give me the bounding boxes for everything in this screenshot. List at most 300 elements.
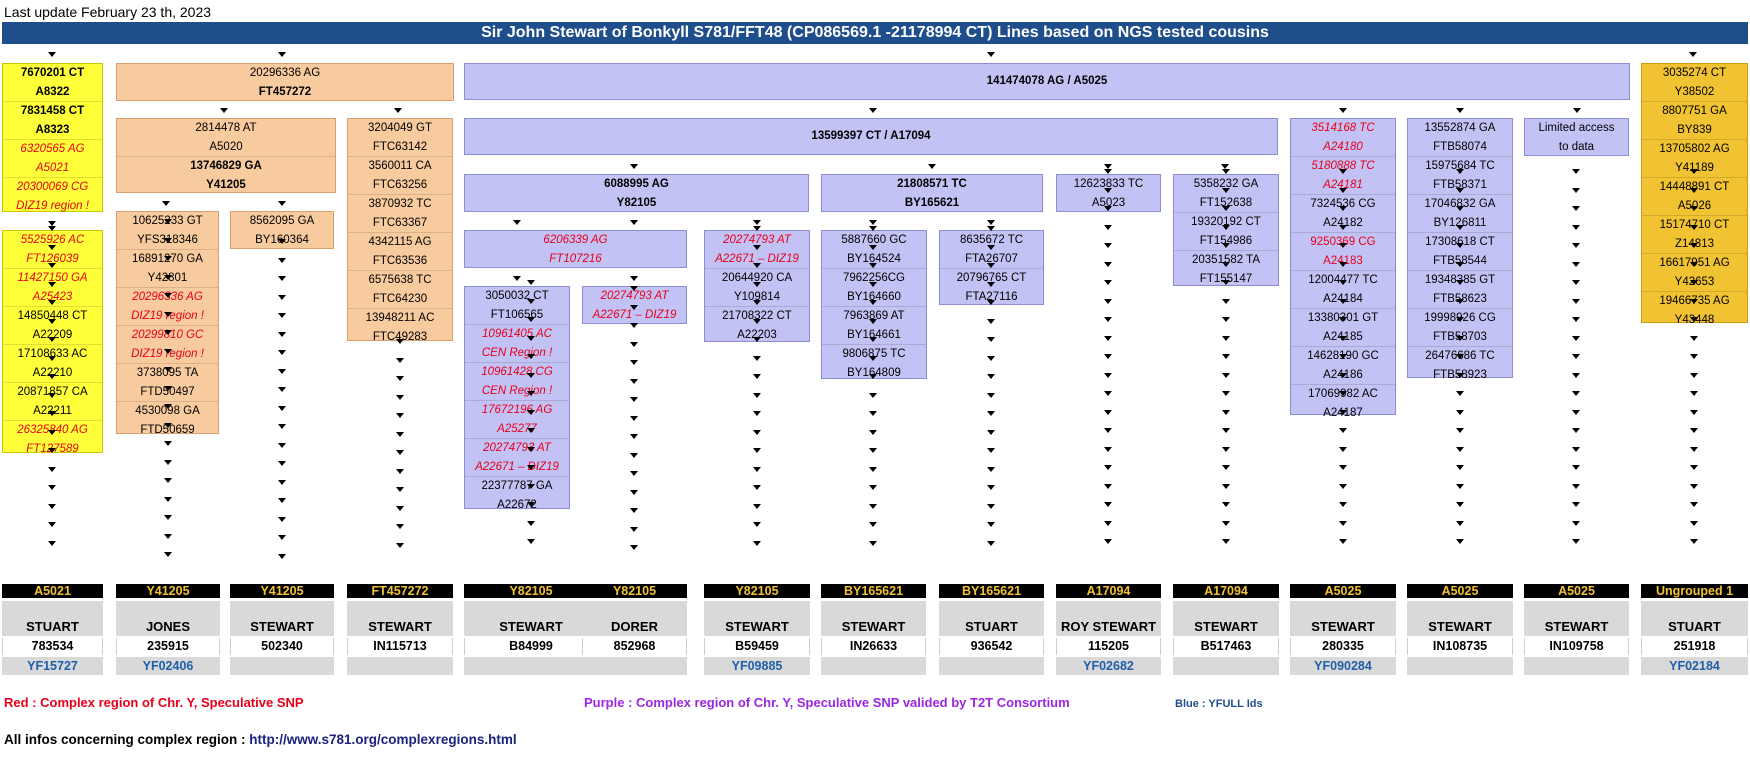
down-arrow-icon (1456, 373, 1464, 378)
down-arrow-icon (1456, 447, 1464, 452)
snp-line: Y42653 (1674, 275, 1715, 288)
down-arrow-icon (278, 313, 286, 318)
down-arrow-icon (1104, 447, 1112, 452)
down-arrow-icon (278, 295, 286, 300)
snp-line: 14628190 GC (1291, 346, 1395, 366)
tester-surname: STEWART (1407, 601, 1513, 636)
down-arrow-icon (48, 411, 56, 416)
down-arrow-icon (1573, 108, 1581, 113)
yfull-id (1173, 657, 1279, 675)
down-arrow-icon (527, 428, 535, 433)
snp-line: BY839 (1677, 123, 1712, 136)
down-arrow-icon (527, 391, 535, 396)
down-arrow-icon (1572, 317, 1580, 322)
down-arrow-icon (987, 226, 995, 231)
snp-line: 13380301 GT (1291, 308, 1395, 328)
snp-line: FT155147 (1199, 272, 1253, 285)
kit-number: 502340 (230, 638, 334, 655)
down-arrow-icon (1339, 188, 1347, 193)
haplogroup-label: Y82105 (582, 584, 687, 598)
snp-line: 6088995 AG (604, 178, 669, 190)
down-arrow-icon (527, 539, 535, 544)
down-arrow-icon (1222, 262, 1230, 267)
down-arrow-icon (1572, 262, 1580, 267)
down-arrow-icon (753, 300, 761, 305)
down-arrow-icon (48, 467, 56, 472)
down-arrow-icon (753, 374, 761, 379)
snp-line: FT106565 (490, 308, 544, 321)
down-arrow-icon (278, 350, 286, 355)
down-arrow-icon (1339, 317, 1347, 322)
down-arrow-icon (1456, 502, 1464, 507)
yfull-id (1407, 657, 1513, 675)
down-arrow-icon (630, 342, 638, 347)
snp-line: 13705802 AG (1642, 139, 1747, 159)
down-arrow-icon (396, 432, 404, 437)
down-arrow-icon (869, 263, 877, 268)
down-arrow-icon (513, 276, 521, 281)
snp-line: 7670201 CT (20, 67, 85, 79)
snp-line: FTB58544 (1433, 254, 1487, 267)
snp-line: 5180888 TC (1291, 156, 1395, 176)
down-arrow-icon (1456, 410, 1464, 415)
snp-box-o-mid (116, 118, 336, 193)
down-arrow-icon (1339, 336, 1347, 341)
down-arrow-icon (630, 527, 638, 532)
snp-line: DIZ19 region ! (131, 309, 204, 322)
down-arrow-icon (1222, 169, 1230, 174)
down-arrow-icon (278, 461, 286, 466)
down-arrow-icon (987, 467, 995, 472)
down-arrow-icon (48, 300, 56, 305)
snp-line: 10625233 GT (132, 215, 203, 227)
snp-line: 17046832 GA (1408, 194, 1512, 214)
down-arrow-icon (1104, 465, 1112, 470)
snp-line: A22203 (737, 328, 777, 341)
down-arrow-icon (987, 356, 995, 361)
snp-line: CEN Region ! (481, 346, 553, 359)
complex-region-link[interactable]: http://www.s781.org/complexregions.html (249, 732, 517, 747)
down-arrow-icon (278, 387, 286, 392)
down-arrow-icon (48, 522, 56, 527)
down-arrow-icon (164, 552, 172, 557)
down-arrow-icon (396, 469, 404, 474)
snp-line: 141474078 AG / A5025 (986, 75, 1108, 88)
down-arrow-icon (278, 276, 286, 281)
down-arrow-icon (278, 498, 286, 503)
last-update-text: Last update February 23 th, 2023 (4, 4, 212, 20)
down-arrow-icon (1222, 484, 1230, 489)
down-arrow-icon (869, 282, 877, 287)
down-arrow-icon (630, 360, 638, 365)
down-arrow-icon (1690, 317, 1698, 322)
down-arrow-icon (527, 317, 535, 322)
down-arrow-icon (1572, 428, 1580, 433)
down-arrow-icon (869, 393, 877, 398)
tester-surname: STUART (1641, 601, 1748, 636)
snp-line: FTC63256 (372, 178, 428, 191)
down-arrow-icon (396, 376, 404, 381)
down-arrow-icon (1572, 410, 1580, 415)
down-arrow-icon (1222, 373, 1230, 378)
snp-line: 20274793 AT (723, 234, 791, 246)
down-arrow-icon (396, 339, 404, 344)
snp-line: Y38502 (1674, 85, 1715, 98)
haplogroup-label: Y41205 (230, 584, 334, 598)
haplogroup-label: Y82105 (464, 584, 598, 598)
snp-line: BY164660 (847, 290, 901, 303)
down-arrow-icon (1572, 243, 1580, 248)
down-arrow-icon (1104, 521, 1112, 526)
snp-line: BY165621 (904, 196, 960, 209)
kit-number: IN115713 (347, 638, 453, 655)
down-arrow-icon (1339, 169, 1347, 174)
tester-surname: JONES (116, 601, 220, 636)
down-arrow-icon (48, 430, 56, 435)
tester-surname: STEWART (464, 601, 598, 636)
snp-line: 19466735 AG (1642, 291, 1747, 311)
snp-line: A24187 (1323, 406, 1363, 419)
snp-box-y1 (2, 63, 103, 212)
down-arrow-icon (630, 434, 638, 439)
snp-line: A24184 (1323, 292, 1363, 305)
down-arrow-icon (1339, 428, 1347, 433)
snp-line: 15174710 CT (1642, 215, 1747, 235)
down-arrow-icon (164, 238, 172, 243)
snp-line: A5021 (35, 161, 70, 174)
down-arrow-icon (987, 485, 995, 490)
down-arrow-icon (630, 471, 638, 476)
snp-line: FTC64230 (372, 292, 428, 305)
kit-number: 251918 (1641, 638, 1748, 655)
down-arrow-icon (987, 374, 995, 379)
snp-line: FTC63536 (372, 254, 428, 267)
snp-line: 17069982 AC (1291, 384, 1395, 404)
down-arrow-icon (527, 447, 535, 452)
tester-surname: STEWART (1290, 601, 1396, 636)
snp-box-o-col4 (347, 118, 453, 341)
down-arrow-icon (1104, 317, 1112, 322)
down-arrow-icon (987, 300, 995, 305)
down-arrow-icon (1690, 391, 1698, 396)
down-arrow-icon (753, 263, 761, 268)
snp-box-b-a17094 (464, 118, 1278, 155)
down-arrow-icon (396, 506, 404, 511)
down-arrow-icon (278, 369, 286, 374)
down-arrow-icon (1572, 391, 1580, 396)
down-arrow-icon (1339, 280, 1347, 285)
snp-line: 26476686 TC (1408, 346, 1512, 366)
snp-box-b-y82105 (464, 174, 809, 212)
snp-line: 7831458 CT (3, 101, 102, 121)
snp-line: 10961405 AC (465, 324, 569, 344)
down-arrow-icon (1456, 336, 1464, 341)
down-arrow-icon (164, 386, 172, 391)
down-arrow-icon (1690, 502, 1698, 507)
down-arrow-icon (1572, 539, 1580, 544)
snp-line: 20296336 AG (117, 287, 218, 307)
snp-line: 19348385 GT (1408, 270, 1512, 290)
yfull-id (582, 657, 687, 675)
down-arrow-icon (753, 282, 761, 287)
down-arrow-icon (164, 534, 172, 539)
down-arrow-icon (1690, 169, 1698, 174)
tester-surname: STUART (2, 601, 103, 636)
snp-line: A24183 (1323, 254, 1363, 267)
down-arrow-icon (527, 354, 535, 359)
kit-number: 936542 (939, 638, 1044, 655)
down-arrow-icon (987, 282, 995, 287)
down-arrow-icon (1456, 243, 1464, 248)
snp-box-b-col5 (464, 286, 570, 509)
down-arrow-icon (630, 397, 638, 402)
snp-line: 6206339 AG (543, 234, 608, 246)
down-arrow-icon (869, 220, 877, 225)
snp-line: FTC63367 (372, 216, 428, 229)
snp-line: 20299810 GC (117, 325, 218, 345)
down-arrow-icon (1222, 188, 1230, 193)
down-arrow-icon (1104, 243, 1112, 248)
down-arrow-icon (527, 521, 535, 526)
snp-line: 4342115 AG (348, 232, 452, 252)
haplogroup-label: A17094 (1056, 584, 1161, 598)
down-arrow-icon (164, 367, 172, 372)
down-arrow-icon (278, 406, 286, 411)
down-arrow-icon (1572, 225, 1580, 230)
yfull-id (464, 657, 598, 675)
down-arrow-icon (630, 508, 638, 513)
down-arrow-icon (164, 460, 172, 465)
snp-line: FT127589 (26, 442, 79, 455)
haplogroup-label: A5021 (2, 584, 103, 598)
yfull-id (347, 657, 453, 675)
snp-line: 2814478 AT (195, 122, 257, 134)
down-arrow-icon (753, 485, 761, 490)
down-arrow-icon (630, 416, 638, 421)
down-arrow-icon (1456, 391, 1464, 396)
down-arrow-icon (928, 164, 936, 169)
down-arrow-icon (869, 319, 877, 324)
snp-line: Y109814 (733, 290, 781, 303)
down-arrow-icon (869, 226, 877, 231)
down-arrow-icon (1572, 484, 1580, 489)
kit-number: 852968 (582, 638, 687, 655)
down-arrow-icon (987, 52, 995, 57)
snp-line: FTB58623 (1433, 292, 1487, 305)
down-arrow-icon (396, 413, 404, 418)
snp-line: FTA27116 (965, 290, 1018, 303)
down-arrow-icon (630, 490, 638, 495)
complex-region-info (4, 732, 517, 747)
snp-line: CEN Region ! (481, 384, 553, 397)
down-arrow-icon (1222, 447, 1230, 452)
down-arrow-icon (1690, 428, 1698, 433)
down-arrow-icon (220, 108, 228, 113)
kit-number: 115205 (1056, 638, 1161, 655)
snp-line: FTC63142 (372, 140, 428, 153)
snp-line: FTA26707 (965, 252, 1018, 265)
snp-line: A5020 (209, 140, 243, 153)
down-arrow-icon (48, 263, 56, 268)
tester-surname: STEWART (821, 601, 926, 636)
down-arrow-icon (164, 478, 172, 483)
down-arrow-icon (630, 286, 638, 291)
tester-surname: ROY STEWART (1056, 601, 1161, 636)
down-arrow-icon (1456, 354, 1464, 359)
down-arrow-icon (527, 465, 535, 470)
down-arrow-icon (1690, 521, 1698, 526)
down-arrow-icon (1572, 521, 1580, 526)
down-arrow-icon (1456, 465, 1464, 470)
down-arrow-icon (1104, 428, 1112, 433)
snp-line: 16891270 GA (117, 249, 218, 269)
page-title: Sir John Stewart of Bonkyll S781/FFT48 (CP086569.1 -21178994 CT) Lines based on NGS tested cousins (2, 22, 1748, 44)
snp-line: 3514168 TC (1311, 122, 1375, 134)
snp-line: 9250369 CG (1291, 232, 1395, 252)
haplogroup-label: A5025 (1290, 584, 1396, 598)
down-arrow-icon (1690, 280, 1698, 285)
down-arrow-icon (630, 220, 638, 225)
snp-line: 3738095 TA (117, 363, 218, 383)
down-arrow-icon (1690, 354, 1698, 359)
snp-box-o-top (116, 63, 454, 101)
snp-line: 17108633 AC (3, 344, 102, 364)
snp-line: 13552874 GA (1424, 122, 1496, 134)
down-arrow-icon (753, 220, 761, 225)
down-arrow-icon (1104, 354, 1112, 359)
down-arrow-icon (1104, 391, 1112, 396)
snp-line: Y42801 (147, 271, 188, 284)
down-arrow-icon (1572, 169, 1580, 174)
snp-line: 19320192 CT (1174, 212, 1278, 232)
snp-line: to data (1558, 140, 1595, 153)
snp-line: A22671 – DIZ19 (475, 460, 559, 473)
yfull-id (230, 657, 334, 675)
down-arrow-icon (869, 541, 877, 546)
snp-line: A25277 (497, 422, 537, 435)
snp-line: A8323 (35, 123, 70, 136)
down-arrow-icon (1222, 243, 1230, 248)
down-arrow-icon (278, 332, 286, 337)
down-arrow-icon (527, 484, 535, 489)
down-arrow-icon (162, 201, 170, 206)
down-arrow-icon (278, 201, 286, 206)
down-arrow-icon (1104, 188, 1112, 193)
snp-line: FT457272 (258, 85, 312, 98)
down-arrow-icon (1572, 465, 1580, 470)
yfull-id: YF15727 (2, 657, 103, 675)
snp-line: 21808571 TC (897, 178, 967, 190)
down-arrow-icon (48, 337, 56, 342)
snp-line: 5887660 GC (841, 234, 907, 246)
down-arrow-icon (48, 52, 56, 57)
snp-line: 8635672 TC (959, 234, 1024, 246)
down-arrow-icon (1222, 225, 1230, 230)
down-arrow-icon (753, 541, 761, 546)
down-arrow-icon (164, 423, 172, 428)
snp-line: BY164661 (847, 328, 901, 341)
down-arrow-icon (869, 411, 877, 416)
haplogroup-label: BY165621 (821, 584, 926, 598)
down-arrow-icon (1222, 521, 1230, 526)
snp-line: 3560011 CA (348, 156, 452, 176)
down-arrow-icon (987, 448, 995, 453)
snp-line: 20274793 AT (465, 438, 569, 458)
down-arrow-icon (48, 374, 56, 379)
down-arrow-icon (869, 108, 877, 113)
down-arrow-icon (869, 300, 877, 305)
down-arrow-icon (1222, 428, 1230, 433)
kit-number: 235915 (116, 638, 220, 655)
snp-line: 13746829 GA (117, 156, 335, 176)
tester-surname: STEWART (1524, 601, 1629, 636)
kit-number: B517463 (1173, 638, 1279, 655)
down-arrow-icon (1339, 108, 1347, 113)
down-arrow-icon (164, 219, 172, 224)
snp-box-b-col12 (1290, 118, 1396, 419)
down-arrow-icon (1339, 521, 1347, 526)
snp-line: A24180 (1323, 140, 1363, 153)
down-arrow-icon (1104, 373, 1112, 378)
snp-line: A24186 (1323, 368, 1363, 381)
down-arrow-icon (869, 245, 877, 250)
haplogroup-label: A17094 (1173, 584, 1279, 598)
snp-line: A5023 (1091, 196, 1126, 209)
snp-line: Y41189 (1675, 161, 1714, 174)
down-arrow-icon (987, 245, 995, 250)
snp-line: 20871857 CA (3, 382, 102, 402)
snp-line: 16617951 AG (1642, 253, 1747, 273)
down-arrow-icon (1689, 52, 1697, 57)
down-arrow-icon (164, 275, 172, 280)
snp-line: A22209 (32, 328, 73, 341)
snp-line: Z14813 (1674, 237, 1714, 250)
down-arrow-icon (396, 395, 404, 400)
down-arrow-icon (1104, 336, 1112, 341)
down-arrow-icon (1104, 169, 1112, 174)
snp-line: 4530098 GA (117, 401, 218, 421)
yfull-id: YF02682 (1056, 657, 1161, 675)
down-arrow-icon (48, 319, 56, 324)
down-arrow-icon (164, 330, 172, 335)
down-arrow-icon (753, 411, 761, 416)
snp-line: 3050032 CT (485, 290, 549, 302)
down-arrow-icon (1456, 317, 1464, 322)
down-arrow-icon (753, 430, 761, 435)
snp-box-b-ft107216 (464, 230, 687, 268)
snp-line: 20296336 AG (249, 67, 321, 79)
snp-line: FTC49283 (372, 330, 428, 343)
down-arrow-icon (48, 226, 56, 231)
down-arrow-icon (753, 226, 761, 231)
down-arrow-icon (1572, 354, 1580, 359)
down-arrow-icon (1690, 262, 1698, 267)
kit-number: IN108735 (1407, 638, 1513, 655)
down-arrow-icon (527, 336, 535, 341)
down-arrow-icon (753, 504, 761, 509)
snp-line: A22211 (33, 404, 72, 417)
haplogroup-label: BY165621 (939, 584, 1044, 598)
down-arrow-icon (396, 543, 404, 548)
down-arrow-icon (1104, 280, 1112, 285)
snp-line: BY160364 (255, 233, 309, 246)
down-arrow-icon (1339, 391, 1347, 396)
down-arrow-icon (1690, 206, 1698, 211)
down-arrow-icon (1456, 521, 1464, 526)
down-arrow-icon (1456, 262, 1464, 267)
down-arrow-icon (1339, 262, 1347, 267)
down-arrow-icon (869, 504, 877, 509)
